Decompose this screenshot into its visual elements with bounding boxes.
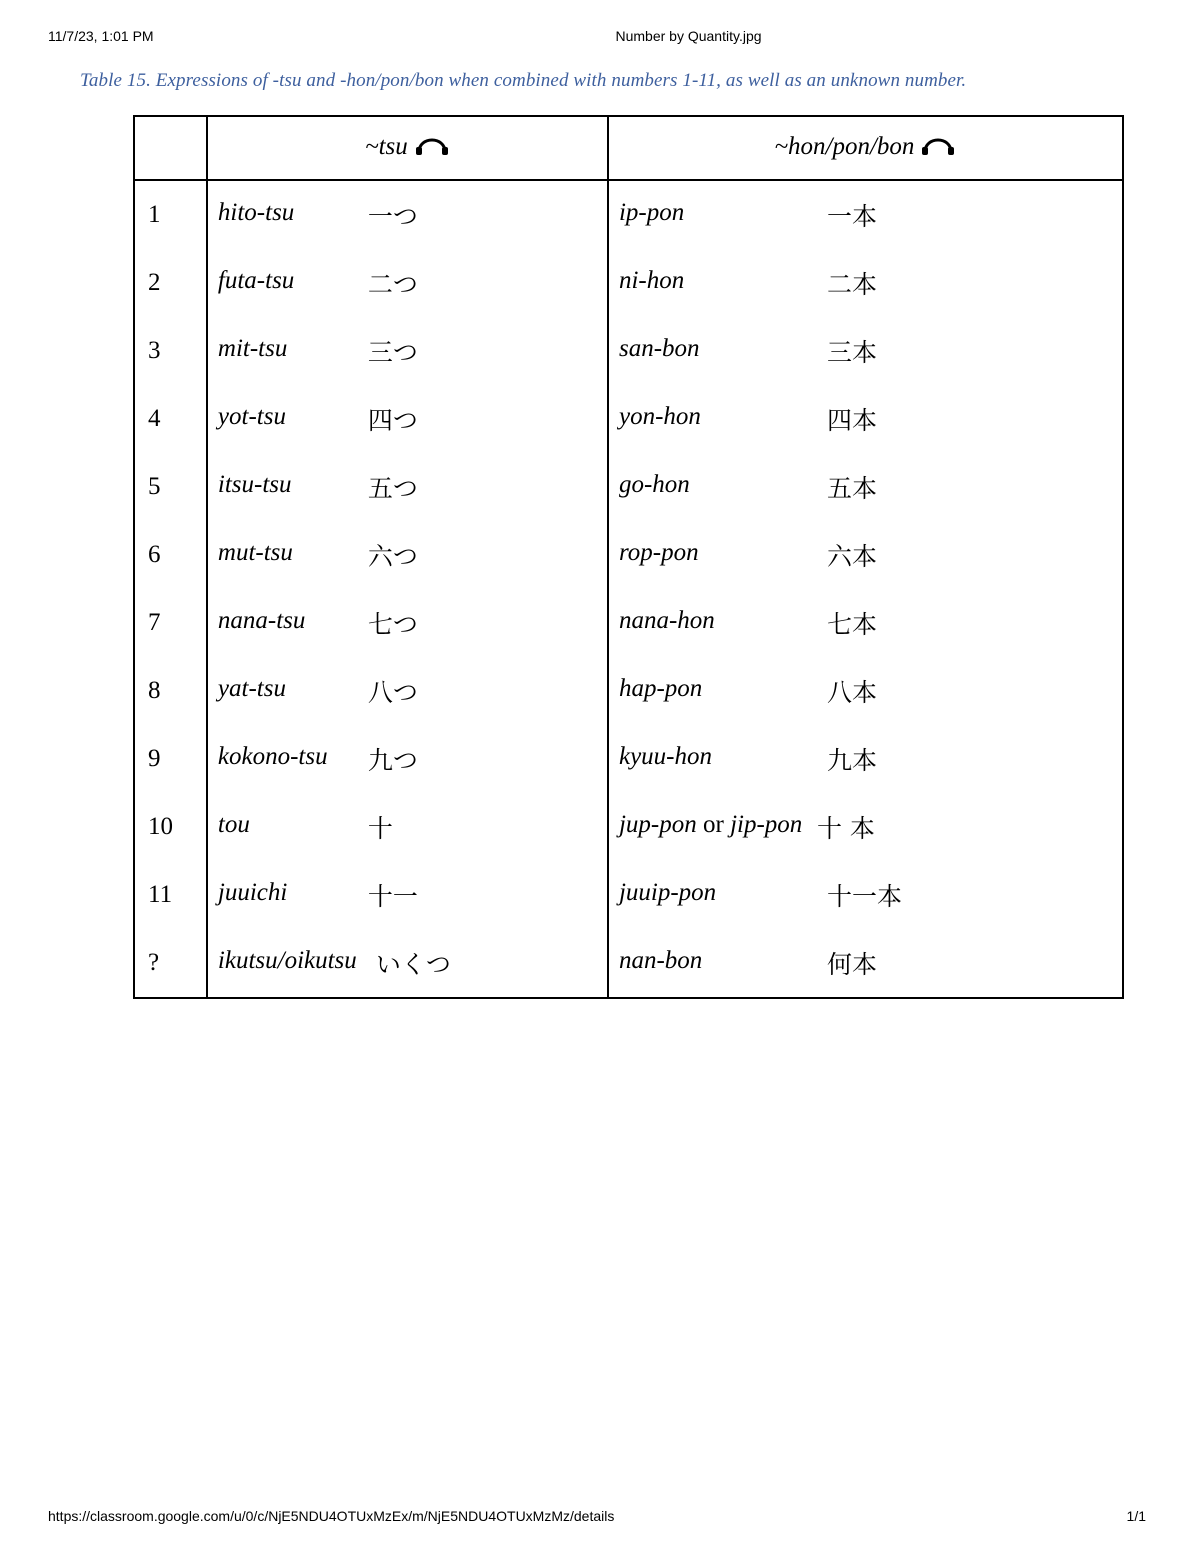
tsu-kanji: 六つ (367, 542, 418, 571)
hon-cell (608, 180, 1123, 249)
row-number: 6 (134, 521, 207, 589)
hon-cell (608, 589, 1123, 657)
hon-kanji: 六本 (826, 542, 877, 571)
hon-kanji: 二本 (826, 270, 877, 299)
hon-kanji: 何本 (826, 950, 877, 979)
table-row (134, 657, 1123, 725)
table-row (134, 589, 1123, 657)
header-tsu-label: ~tsu (365, 133, 408, 161)
hon-cell (608, 929, 1123, 998)
table-row (134, 725, 1123, 793)
tsu-cell (207, 725, 608, 793)
hon-romaji: hap-pon (618, 675, 703, 702)
hon-kanji: 八本 (826, 678, 877, 707)
row-number: 4 (134, 385, 207, 453)
table-row (134, 793, 1123, 861)
tsu-kanji: 一つ (367, 202, 418, 231)
tsu-cell (207, 657, 608, 725)
row-number: 8 (134, 657, 207, 725)
table-row (134, 929, 1123, 998)
tsu-romaji: itsu-tsu (217, 471, 292, 498)
hon-kanji: 四本 (826, 406, 877, 435)
page-url: https://classroom.google.com/u/0/c/NjE5NDU4OTUxMzEx/m/NjE5NDU4OTUxMzMz/details (48, 1508, 615, 1524)
hon-romaji: yon-hon (618, 403, 701, 430)
hon-cell (608, 385, 1123, 453)
tsu-romaji: tou (217, 811, 250, 838)
row-number: 9 (134, 725, 207, 793)
table-row (134, 317, 1123, 385)
hon-kanji: 九本 (826, 746, 877, 775)
tsu-cell (207, 385, 608, 453)
hon-cell (608, 725, 1123, 793)
row-number: 10 (134, 793, 207, 861)
tsu-romaji: ikutsu/oikutsu (217, 947, 357, 974)
hon-cell (608, 317, 1123, 385)
hon-cell (608, 793, 1123, 861)
table-caption: Table 15. Expressions of -tsu and -hon/pon/bon when combined with numbers 1-11, as well as an unknown number. (80, 70, 967, 91)
row-number: 5 (134, 453, 207, 521)
headphones-icon[interactable] (920, 134, 956, 163)
tsu-cell (207, 929, 608, 998)
hon-kanji: 七本 (826, 610, 877, 639)
hon-kanji: 五本 (826, 474, 877, 503)
tsu-romaji: mit-tsu (217, 335, 288, 362)
tsu-cell (207, 861, 608, 929)
table-row (134, 453, 1123, 521)
row-number: 1 (134, 180, 207, 249)
tsu-kanji: 十一 (367, 882, 418, 911)
hon-cell (608, 249, 1123, 317)
headphones-icon[interactable] (414, 134, 450, 163)
table-row (134, 521, 1123, 589)
tsu-kanji: いくつ (375, 950, 451, 979)
hon-romaji: juuip-pon (618, 879, 717, 906)
tsu-cell (207, 180, 608, 249)
row-number: 3 (134, 317, 207, 385)
tsu-cell (207, 249, 608, 317)
hon-romaji: jup-pon or jip-pon (618, 811, 803, 838)
tsu-cell (207, 793, 608, 861)
tsu-kanji: 九つ (367, 746, 418, 775)
tsu-romaji: hito-tsu (217, 199, 295, 226)
hon-cell (608, 521, 1123, 589)
page-number: 1/1 (1126, 1508, 1146, 1524)
print-datetime: 11/7/23, 1:01 PM (48, 28, 154, 44)
tsu-romaji: nana-tsu (217, 607, 306, 634)
hon-romaji: nan-bon (618, 947, 703, 974)
header-number (134, 116, 207, 180)
tsu-cell (207, 317, 608, 385)
hon-romaji: san-bon (618, 335, 700, 362)
hon-romaji: ni-hon (618, 267, 685, 294)
tsu-cell (207, 589, 608, 657)
tsu-kanji: 二つ (367, 270, 418, 299)
tsu-romaji: mut-tsu (217, 539, 293, 566)
table-row (134, 249, 1123, 317)
hon-romaji: ip-pon (618, 199, 685, 226)
row-number: 11 (134, 861, 207, 929)
tsu-romaji: kokono-tsu (217, 743, 328, 770)
hon-romaji: rop-pon (618, 539, 699, 566)
tsu-romaji: juuichi (217, 879, 288, 906)
header-hon-label: ~hon/pon/bon (774, 133, 915, 161)
hon-romaji: nana-hon (618, 607, 715, 634)
table-row (134, 180, 1123, 249)
tsu-kanji: 七つ (367, 610, 418, 639)
hon-cell (608, 453, 1123, 521)
tsu-kanji: 四つ (367, 406, 418, 435)
table-header-row (134, 116, 1123, 180)
table-row (134, 385, 1123, 453)
hon-romaji: go-hon (618, 471, 690, 498)
tsu-romaji: yat-tsu (217, 675, 286, 702)
hon-romaji: kyuu-hon (618, 743, 712, 770)
hon-cell (608, 861, 1123, 929)
tsu-cell (207, 521, 608, 589)
tsu-romaji: futa-tsu (217, 267, 295, 294)
tsu-romaji: yot-tsu (217, 403, 286, 430)
header-tsu (207, 116, 608, 180)
tsu-kanji: 五つ (367, 474, 418, 503)
document-title: Number by Quantity.jpg (615, 28, 762, 44)
tsu-kanji: 十 (367, 814, 393, 843)
tsu-cell (207, 453, 608, 521)
table-row (134, 861, 1123, 929)
header-hon (608, 116, 1123, 180)
hon-kanji: 十一本 (826, 882, 902, 911)
row-number: 7 (134, 589, 207, 657)
tsu-kanji: 三つ (367, 338, 418, 367)
tsu-kanji: 八つ (367, 678, 418, 707)
hon-cell (608, 657, 1123, 725)
row-number: 2 (134, 249, 207, 317)
hon-kanji: 十 本 (816, 814, 875, 843)
hon-kanji: 三本 (826, 338, 877, 367)
counter-table (133, 115, 1124, 999)
hon-kanji: 一本 (826, 202, 877, 231)
row-number: ? (134, 929, 207, 998)
